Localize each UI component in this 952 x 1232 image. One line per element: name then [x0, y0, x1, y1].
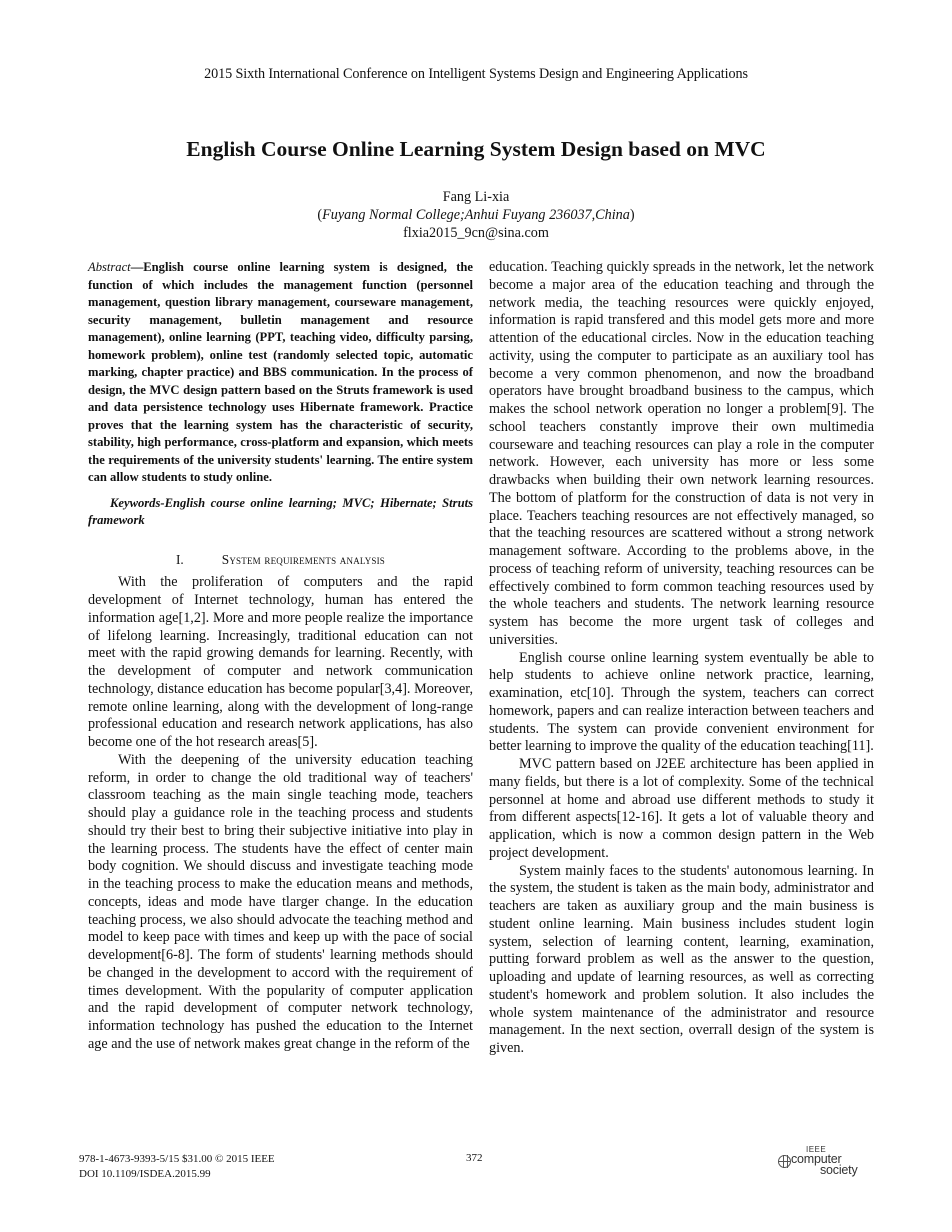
ieee-computer-society-logo	[778, 1145, 868, 1179]
paper-title: English Course Online Learning System Design based on MVC	[186, 137, 766, 161]
author-email[interactable]: flxia2015_9cn@sina.com	[403, 225, 549, 241]
abstract-text: English course online learning system is designed, the function of which includes the management function (personnel management, question library management, courseware management, security management, bulletin management and resource management), online learning (PPT, teaching video, difficulty parsing, homework problem), online test (randomly selected topic, automatic marking, chapter practice) and BBS communication. In the process of design, the MVC design pattern based on the Struts framework is used and data persistence technology uses Hibernate framework. Practice proves that the learning system has the characteristic of security, stability, high performance, cross-platform and expansion, which meets the requirements of the university students' learning. The entire system can allow students to study online.	[88, 260, 473, 484]
footer-copyright	[79, 1152, 275, 1182]
logo-ieee-text: IEEE	[806, 1145, 827, 1154]
doi-line[interactable]: DOI 10.1109/ISDEA.2015.99	[79, 1168, 211, 1180]
paragraph-continued: education. Teaching quickly spreads in the network, let the network become a major area of the education teaching and through the network media, the teaching resources were quickly enjoyed, information is rapid transfered and this model gets more and more attention of the educational circles. Now in the education teaching activity, using the computer to participate as an auxiliary tool has become a very common phenomenon, and now the broadband operators have brought broadband business to the campus, which makes the school network operation no longer a problem[9]. The school teachers constantly improve their own multimedia courseware and teaching resources can play a role in the computer network. However, each university has more or less some drawbacks when building their own network learning resources. The bottom of platform for the construction of data is not very in place. Teachers teaching resources are not effectively managed, so that the teaching resources are scattered without a strong network management software. According to the problems above, in the process of teaching reform of university, teaching resources can be effectively combined to form common teaching resources used by the whole teachers and students. The network learning resource system has become the more urgent task of colleges and universities.	[489, 259, 874, 648]
paragraph: With the proliferation of computers and the rapid development of Internet technology, human has entered the information age[1,2]. More and more people realize the importance of lifelong learning. Increasingly, traditional education can not meet with the rapid growing demands for learning. Recently, with the development of computer and network communication technology, distance education has become popular[3,4]. Moreover, remote online learning, along with the development of long-range professional education and research network applications, has also become one of the hot research areas[5].	[88, 574, 473, 750]
section-heading	[88, 551, 473, 569]
affiliation-text: Fuyang Normal College;Anhui Fuyang 236037,China	[322, 207, 630, 223]
abstract	[88, 259, 473, 487]
isbn-line: 978-1-4673-9393-5/15 $31.00 © 2015 IEEE	[79, 1153, 275, 1165]
page-number: 372	[466, 1152, 483, 1164]
abstract-dash: —	[130, 260, 144, 274]
left-column	[88, 259, 473, 1054]
author-affiliation	[0, 206, 952, 224]
paragraph: With the deepening of the university education teaching reform, in order to change the old traditional way of teachers' classroom teaching as the main single teaching mode, teachers should play a guidance role in the teaching process and students should try their best to bring their subjective initiative into play in the learning process. The students have the effect of center main body cognition. We should discuss and investigate teaching mode in the teaching process to make the education means and methods, concepts, ideas and mode have tlarger change. In the education teaching process, we also should advocate the teaching method and model to keep pace with times and keep up with the pace of social development[6-8]. The form of students' learning methods should be changed in the development to accord with the requirement of times development. With the popularity of computer application and the rapid development of computer network technology, information technology has pushed the education to the Internet age and the use of network makes great change in the reform of the	[88, 751, 473, 1052]
ieee-globe-icon	[778, 1155, 791, 1168]
paren-close: )	[629, 207, 635, 223]
paragraph: MVC pattern based on J2EE architecture has been applied in many fields, but there is a lot of complexity. Some of the technical personnel at home and abroad use different methods to study it from different aspects[12-16]. It gets a lot of valuable theory and application, which is now a common design pattern in the Web project development.	[489, 756, 874, 861]
author-name: Fang Li-xia	[442, 189, 510, 205]
keywords: Keywords-English course online learning; MVC; Hibernate; Struts framework	[88, 495, 473, 527]
paragraph: System mainly faces to the students' autonomous learning. In the system, the student is taken as the main body, administrator and teachers are taken as auxiliary group and the main business is student online learning. Main business includes student login system, selection of learning content, learning, examination, putting forward problem as well as the answer to the question, uploading and update of learning resources, as well as correcting student's homework and problem solution. It also includes the whole system maintenance of the administrator and resource management. In the next section, overrall design of the system is given.	[489, 862, 874, 1056]
logo-society-text: society	[820, 1163, 858, 1177]
conference-header: 2015 Sixth International Conference on Intelligent Systems Design and Engineering Applications	[204, 66, 748, 82]
section-title: System requirements analysis	[221, 551, 385, 567]
abstract-label: Abstract	[88, 260, 131, 274]
section-number: I.	[175, 551, 184, 567]
paren-open: (	[317, 207, 323, 223]
logo-computer-text: computer	[791, 1152, 842, 1166]
paragraph: English course online learning system eventually be able to help students to achieve online network practice, learning, examination, etc[10]. Through the system, teachers can correct homework, papers and can realize interaction between teachers and students. The system can provide convenient environment for better learning to improve the quality of the education teaching[11].	[489, 649, 874, 755]
author-block	[0, 188, 952, 242]
right-column	[489, 259, 874, 1058]
